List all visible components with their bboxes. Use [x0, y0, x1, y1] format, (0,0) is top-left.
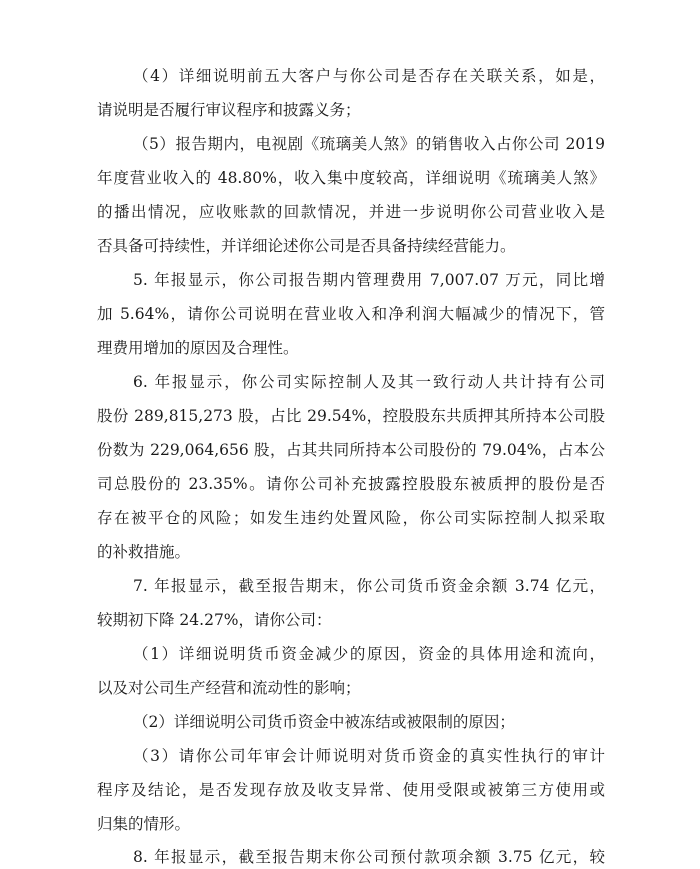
item-4-line-1: （4）详细说明前五大客户与你公司是否存在关联关系，如是，	[133, 67, 605, 85]
question-5-line-1: 5. 年报显示，你公司报告期内管理费用 7,007.07 万元，同比增	[133, 271, 605, 289]
question-7-line-2: 较期初下降 24.27%，请你公司：	[97, 611, 332, 629]
item-5-line-2: 年度营业收入的 48.80%，收入集中度较高，详细说明《琉璃美人煞》	[97, 169, 605, 187]
item-7-2-line-1: （2）详细说明公司货币资金中被冻结或被限制的原因；	[133, 713, 515, 731]
question-6-line-1: 6. 年报显示，你公司实际控制人及其一致行动人共计持有公司	[133, 373, 605, 391]
item-5-line-4: 否具备可持续性，并详细论述你公司是否具备持续经营能力。	[97, 237, 516, 255]
item-5-line-1: （5）报告期内，电视剧《琉璃美人煞》的销售收入占你公司 2019	[133, 135, 605, 153]
item-7-1-line-2: 以及对公司生产经营和流动性的影响；	[97, 679, 361, 697]
question-6-line-4: 司总股份的 23.35%。请你公司补充披露控股股东被质押的股份是否	[97, 475, 605, 493]
question-8-line-1: 8. 年报显示，截至报告期末你公司预付款项余额 3.75 亿元，较	[133, 848, 605, 866]
item-7-3-line-1: （3）请你公司年审会计师说明对货币资金的真实性执行的审计	[133, 747, 605, 765]
item-7-3-line-3: 归集的情形。	[97, 815, 191, 833]
item-7-3-line-2: 程序及结论，是否发现存放及收支异常、使用受限或被第三方使用或	[97, 781, 605, 799]
question-6-line-2: 股份 289,815,273 股，占比 29.54%，控股股东共质押其所持本公司股	[97, 407, 605, 425]
question-6-line-5: 存在被平仓的风险；如发生违约处置风险，你公司实际控制人拟采取	[97, 509, 605, 527]
question-5-line-2: 加 5.64%，请你公司说明在营业收入和净利润大幅减少的情况下，管	[97, 305, 605, 323]
item-5-line-3: 的播出情况，应收账款的回款情况，并进一步说明你公司营业收入是	[97, 203, 605, 221]
question-7-line-1: 7. 年报显示，截至报告期末，你公司货币资金余额 3.74 亿元，	[133, 577, 605, 595]
question-5-line-3: 理费用增加的原因及合理性。	[97, 339, 299, 357]
item-4-line-2: 请说明是否履行审议程序和披露义务；	[97, 101, 361, 119]
question-6-line-6: 的补救措施。	[97, 543, 191, 561]
item-7-1-line-1: （1）详细说明货币资金减少的原因，资金的具体用途和流向，	[133, 645, 605, 663]
question-6-line-3: 份数为 229,064,656 股，占其共同所持本公司股份的 79.04%，占本公	[97, 441, 605, 459]
